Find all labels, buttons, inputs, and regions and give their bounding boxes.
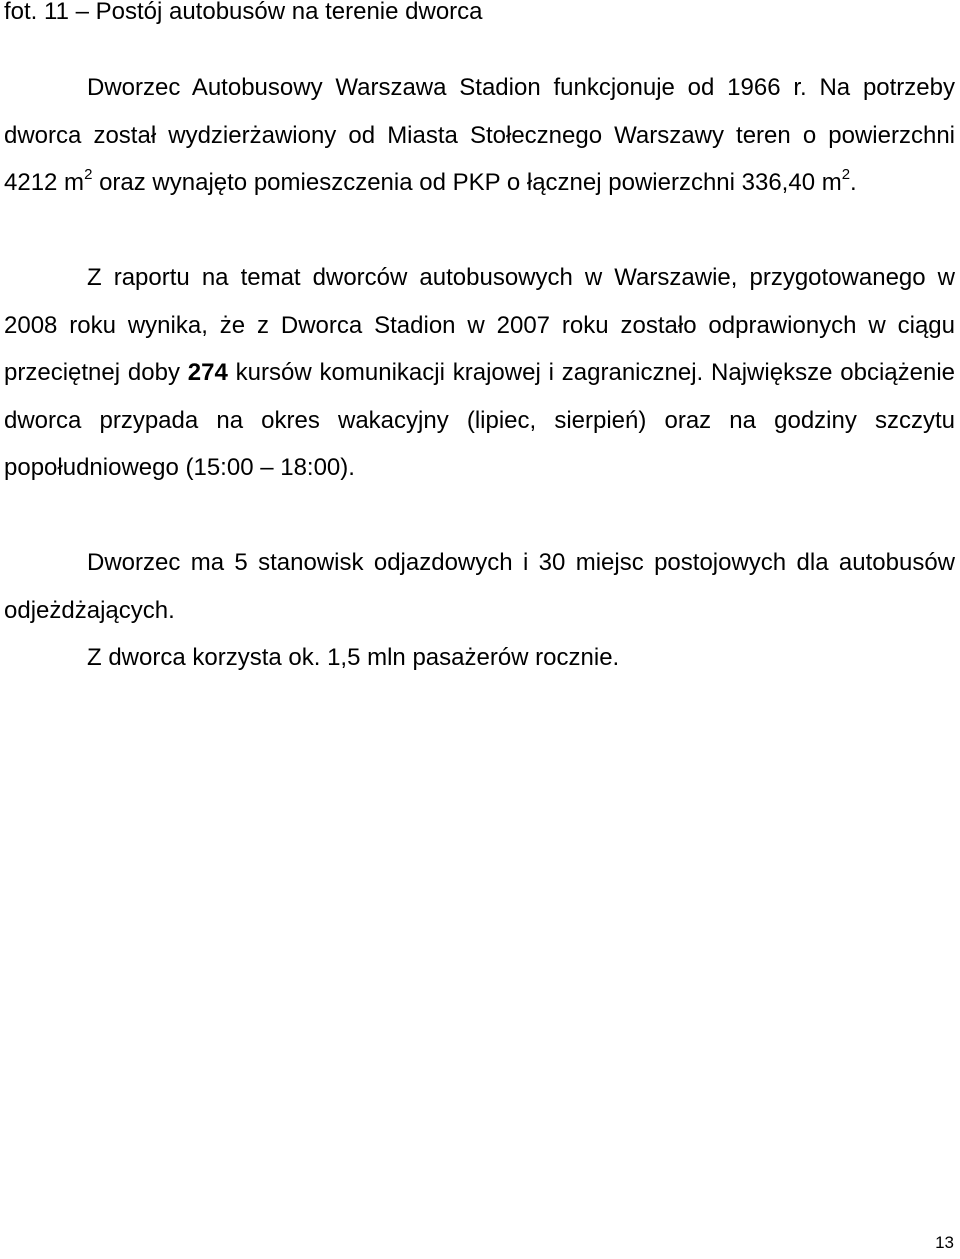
paragraph-text: . xyxy=(850,169,857,196)
paragraph-text: kursów komunikacji krajowej i zagranicznej. Największe obciążenie dworca przypada na okres wakacyjny (lipiec, sierpień) oraz na godziny szczytu popołudniowego (15:00 – 18:00). xyxy=(4,359,956,481)
paragraph-station-history xyxy=(4,64,955,210)
paragraph-passengers: Z dworca korzysta ok. 1,5 mln pasażerów rocznie. xyxy=(87,644,620,671)
page-number: 13 xyxy=(935,1233,954,1252)
paragraph-report-findings xyxy=(4,254,955,492)
superscript-exponent: 2 xyxy=(841,166,851,183)
paragraph-text: Dworzec Autobusowy Warszawa Stadion funkcjonuje od 1966 r. Na potrzeby dworca został wydzierżawiony od Miasta Stołecznego Warszawy teren o powierzchni 4212 m xyxy=(4,74,955,196)
paragraph-platforms: Dworzec ma 5 stanowisk odjazdowych i 30 miejsc postojowych dla autobusów odjeżdżających. xyxy=(4,549,955,624)
bold-number: 274 xyxy=(187,359,228,386)
photo-caption: fot. 11 – Postój autobusów na terenie dworca xyxy=(4,0,483,25)
paragraph-text: oraz wynajęto pomieszczenia od PKP o łącznej powierzchni 336,40 m xyxy=(92,169,842,196)
paragraph-text: Z raportu na temat dworców autobusowych w Warszawie, przygotowanego w 2008 roku wynika, że z Dworca Stadion w 2007 roku zostało odprawionych w ciągu przeciętnej doby xyxy=(4,264,955,386)
superscript-exponent: 2 xyxy=(84,166,93,183)
